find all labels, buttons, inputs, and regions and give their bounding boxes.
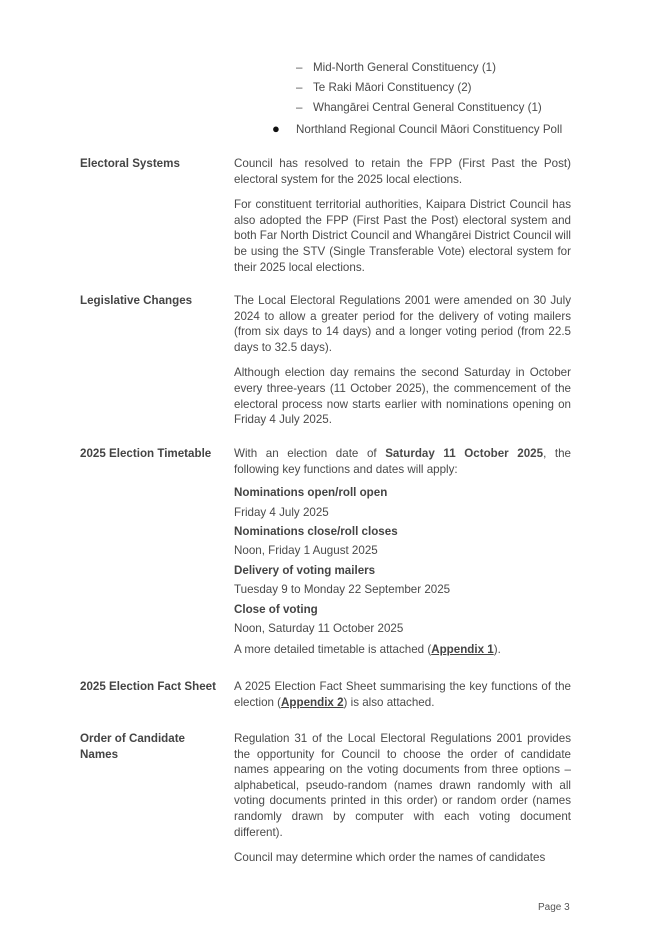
- section-timetable: [234, 446, 571, 660]
- section-label-candidate-order: Order of Candidate Names: [80, 732, 186, 761]
- appendix-2-link[interactable]: Appendix 2: [281, 695, 344, 709]
- timetable-appendix-note: A more detailed timetable is attached (Appendix 1).: [234, 643, 501, 657]
- paragraph: Council has resolved to retain the FPP (First Past the Post) electoral system for the 2025 local elections.: [234, 157, 571, 186]
- section-legislative-changes: [234, 293, 571, 438]
- paragraph: For constituent territorial authorities, Kaipara District Council has also adopted the FPP (First Past the Post) electoral system and both Far North District Council and Whangārei District Council will be using the STV (Single Transferable Vote) electoral system for their 2025 local elections.: [234, 198, 571, 274]
- section-label-legislative-changes: Legislative Changes: [80, 294, 193, 307]
- key-function-date: Noon, Saturday 11 October 2025: [234, 622, 404, 636]
- paragraph: With an election date of Saturday 11 October 2025, the following key functions and dates will apply:: [234, 447, 572, 476]
- paragraph: The Local Electoral Regulations 2001 were amended on 30 July 2024 to allow a greater period for the delivery of voting mailers (from six days to 14 days) and a longer voting period (from 22.5 days to 32.5 days).: [234, 294, 571, 354]
- bullet-icon: ●: [272, 121, 280, 136]
- election-date: Saturday 11 October 2025: [385, 447, 544, 460]
- regional-poll-text: Northland Regional Council Māori Constituency Poll: [296, 123, 563, 136]
- constituency-list: [296, 58, 542, 118]
- key-function-date: Tuesday 9 to Monday 22 September 2025: [234, 583, 451, 597]
- section-label-fact-sheet: 2025 Election Fact Sheet: [80, 680, 216, 693]
- key-function-date: Noon, Friday 1 August 2025: [234, 544, 378, 558]
- paragraph: A 2025 Election Fact Sheet summarising the key functions of the election (Appendix 2) is also attached.: [234, 680, 571, 709]
- dash-marker: –: [296, 81, 303, 94]
- list-item: – Mid-North General Constituency (1): [296, 58, 542, 78]
- list-item: – Te Raki Māori Constituency (2): [296, 78, 542, 98]
- key-function-heading: Nominations close/roll closes: [234, 525, 398, 538]
- paragraph: Council may determine which order the names of candidates: [234, 851, 546, 865]
- list-item: [272, 119, 562, 139]
- dash-marker: –: [296, 101, 303, 114]
- paragraph: Regulation 31 of the Local Electoral Regulations 2001 provides the opportunity for Council to choose the order of candidate names appearing on the voting documents from three options – alphabetical, pseudo-random (names drawn randomly with all voting documents printed in this order) or random order (names randomly drawn by computer with each voting document different).: [234, 732, 571, 839]
- section-fact-sheet: [234, 679, 571, 720]
- list-item: – Whangārei Central General Constituency (1): [296, 98, 542, 118]
- key-function-date: Friday 4 July 2025: [234, 505, 329, 519]
- dash-marker: –: [296, 61, 303, 74]
- key-function-heading: Delivery of voting mailers: [234, 563, 376, 577]
- key-function-heading: Close of voting: [234, 602, 318, 616]
- appendix-1-link[interactable]: Appendix 1: [431, 643, 494, 657]
- section-label-timetable: 2025 Election Timetable: [80, 447, 212, 460]
- page-number: Page 3: [538, 902, 570, 913]
- paragraph: Although election day remains the second Saturday in October every three-years (11 October 2025), the commencement of the electoral process now starts earlier with nominations opening on Friday 4 July 2025.: [234, 366, 571, 427]
- section-electoral-systems: [234, 156, 571, 285]
- section-candidate-order: [234, 731, 571, 876]
- key-function-heading: Nominations open/roll open: [234, 486, 388, 500]
- section-label-electoral-systems: Electoral Systems: [80, 157, 180, 170]
